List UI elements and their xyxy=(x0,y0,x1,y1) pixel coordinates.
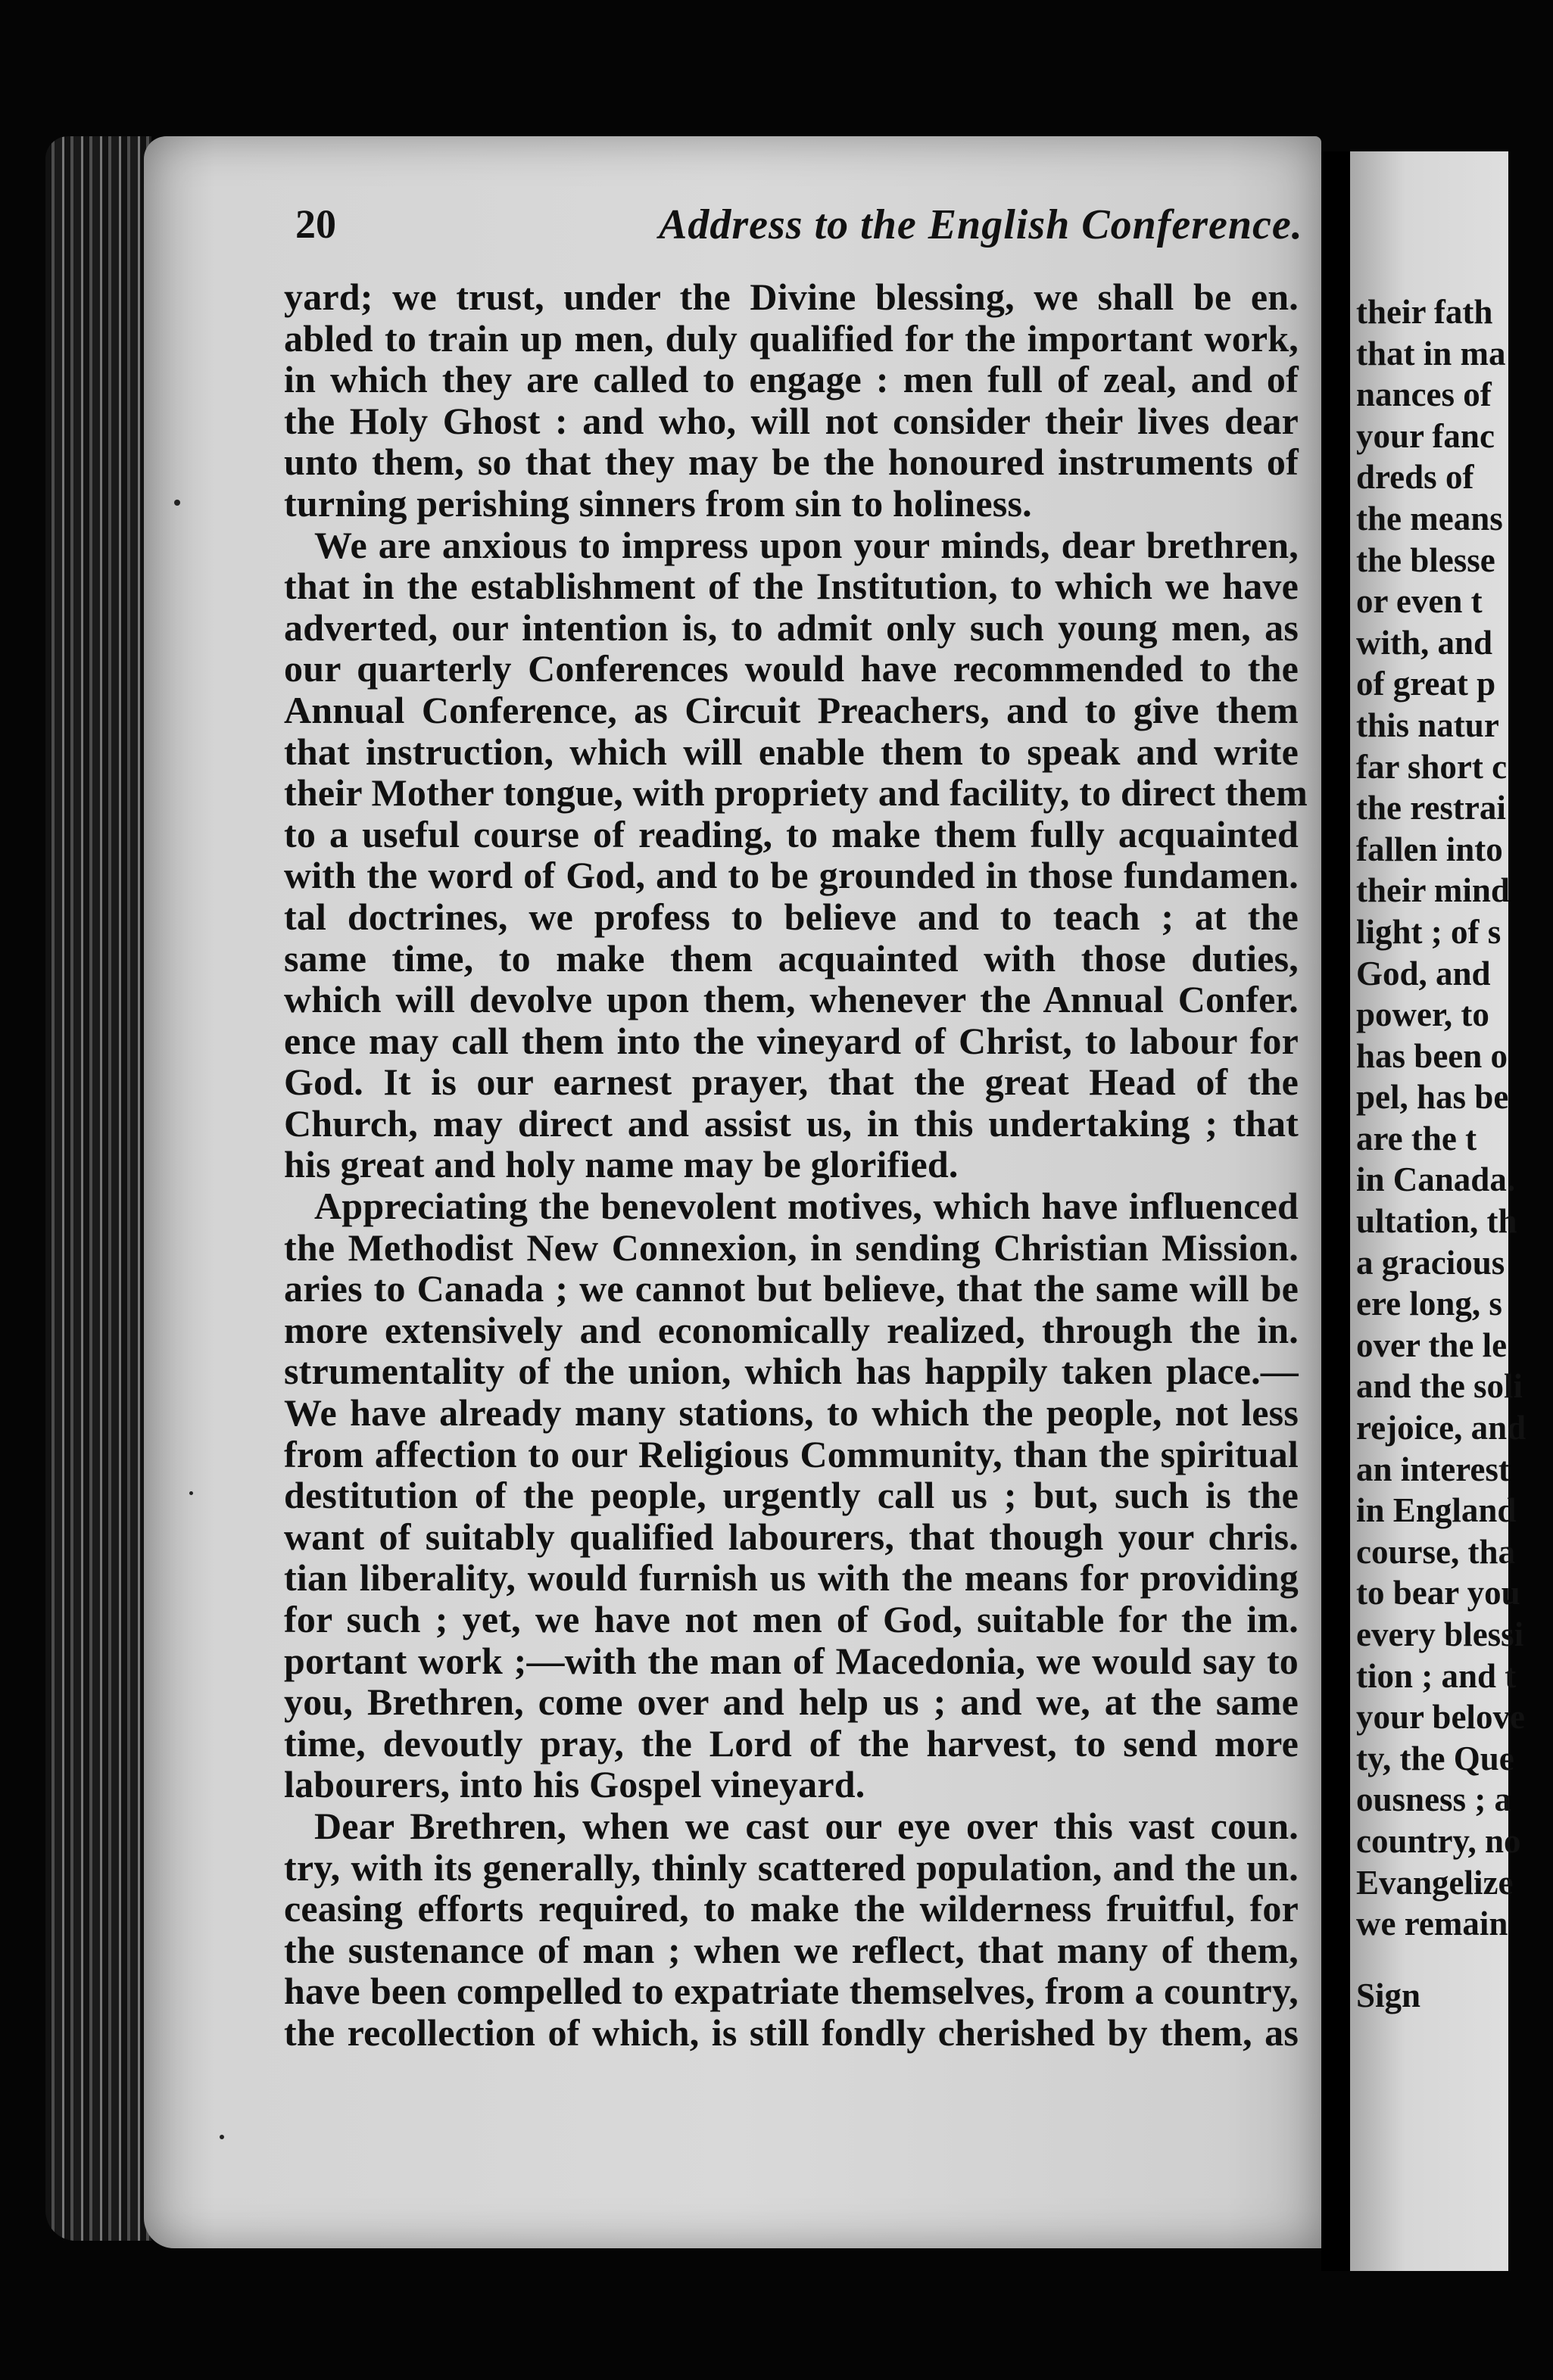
left-page xyxy=(144,136,1321,2248)
text-line: the recollection of which, is still fondly cherished by them, as xyxy=(284,2011,1299,2054)
text-line: the Methodist New Connexion, in sending Christian Mission. xyxy=(284,1226,1299,1269)
text-line: Evangelize xyxy=(1356,1863,1514,1902)
text-line: tal doctrines, we profess to believe and to teach ; at the xyxy=(284,895,1299,938)
ink-speck xyxy=(174,500,180,506)
left-page-text xyxy=(284,276,1308,2054)
page-edges-stack xyxy=(45,136,151,2241)
text-line: We are anxious to impress upon your minds, dear brethren, xyxy=(314,523,1299,566)
text-line: Annual Conference, as Circuit Preachers, and to give them xyxy=(284,688,1299,731)
text-line: of great p xyxy=(1356,665,1496,703)
text-line: tian liberality, would furnish us with the means for providing xyxy=(284,1556,1299,1600)
text-line: God. It is our earnest prayer, that the great Head of the xyxy=(284,1061,1299,1104)
text-line: try, with its generally, thinly scattered population, and the un. xyxy=(284,1846,1299,1889)
text-line: Sign xyxy=(1356,1976,1421,2014)
text-line: an interest xyxy=(1356,1450,1510,1488)
text-line: unto them, so that they may be the honoured instruments of xyxy=(284,441,1299,484)
text-line: fallen into xyxy=(1356,830,1503,868)
text-line: our quarterly Conferences would have recommended to the xyxy=(284,647,1299,690)
text-line: to bear you xyxy=(1356,1574,1520,1612)
text-line: the restrai xyxy=(1356,789,1506,827)
text-line: the Holy Ghost : and who, will not consider their lives dear xyxy=(284,399,1299,442)
text-line: labourers, into his Gospel vineyard. xyxy=(284,1763,865,1806)
text-line: that in ma xyxy=(1356,334,1506,372)
text-line: dreds of xyxy=(1356,458,1474,497)
text-line: time, devoutly pray, the Lord of the harvest, to send more xyxy=(284,1721,1299,1765)
text-line: his great and holy name may be glorified. xyxy=(284,1143,959,1186)
text-line: power, to xyxy=(1356,995,1489,1034)
text-line: God, and xyxy=(1356,954,1491,992)
text-line: ultation, th xyxy=(1356,1202,1517,1241)
text-line: more extensively and economically realized, through the in. xyxy=(284,1308,1299,1351)
text-line: over the le xyxy=(1356,1326,1508,1364)
text-line: tion ; and t xyxy=(1356,1656,1517,1695)
text-line: we remain xyxy=(1356,1905,1508,1943)
text-line: rejoice, and xyxy=(1356,1409,1526,1447)
text-line: the blesse xyxy=(1356,540,1495,579)
text-line: far short c xyxy=(1356,747,1508,786)
page-number: 20 xyxy=(295,201,336,247)
right-page-text xyxy=(1356,291,1553,2016)
text-line: Church, may direct and assist us, in this undertaking ; that xyxy=(284,1101,1299,1145)
text-line: that instruction, which will enable them to speak and write xyxy=(284,730,1299,773)
running-title: Address to the English Conference. xyxy=(659,201,1303,248)
text-line: in England xyxy=(1356,1491,1517,1530)
text-line: aries to Canada ; we cannot but believe, that the same will be xyxy=(284,1267,1299,1310)
text-line: are the t xyxy=(1356,1119,1477,1157)
text-line: destitution of the people, urgently call us ; but, such is the xyxy=(284,1474,1299,1517)
text-line: that in the establishment of the Institution, to which we have xyxy=(284,565,1299,608)
ink-speck xyxy=(220,2135,224,2139)
text-line: has been o xyxy=(1356,1036,1508,1075)
text-line: course, tha xyxy=(1356,1532,1515,1571)
text-line: We have already many stations, to which the people, not less xyxy=(284,1391,1299,1435)
text-line: the means xyxy=(1356,499,1503,537)
book-gutter xyxy=(1321,151,1350,2271)
text-line: which will devolve upon them, whenever the Annual Confer. xyxy=(284,978,1299,1021)
text-line: a gracious xyxy=(1356,1243,1505,1282)
text-line: the sustenance of man ; when we reflect, that many of them, xyxy=(284,1928,1299,1971)
text-line: with, and xyxy=(1356,623,1493,662)
text-line: have been compelled to expatriate themselves, from a country, xyxy=(284,1970,1299,2013)
text-line: same time, to make them acquainted with those duties, xyxy=(284,936,1299,980)
text-line: yard; we trust, under the Divine blessing, we shall be en. xyxy=(284,276,1299,318)
text-line: portant work ;—with the man of Macedonia, we would say to xyxy=(284,1639,1299,1682)
text-line: your belove xyxy=(1356,1698,1525,1737)
text-line: abled to train up men, duly qualified for the important work, xyxy=(284,316,1299,360)
text-line: pel, has be xyxy=(1356,1078,1509,1117)
text-line: in Canada. xyxy=(1356,1160,1516,1199)
text-line: from affection to our Religious Community, than the spiritual xyxy=(284,1432,1299,1475)
text-line: for such ; yet, we have not men of God, suitable for the im. xyxy=(284,1598,1299,1640)
text-line: ence may call them into the vineyard of Christ, to labour for xyxy=(284,1019,1299,1062)
text-line: Dear Brethren, when we cast our eye over this vast coun. xyxy=(314,1804,1299,1847)
text-line: turning perishing sinners from sin to holiness. xyxy=(284,481,1032,525)
text-line: ceasing efforts required, to make the wilderness fruitful, for xyxy=(284,1887,1299,1930)
text-line: ere long, s xyxy=(1356,1285,1502,1323)
text-line: their fath xyxy=(1356,293,1493,331)
text-line: their mind xyxy=(1356,871,1510,910)
text-line: want of suitably qualified labourers, that though your chris. xyxy=(284,1515,1299,1558)
text-line: nances of xyxy=(1356,375,1492,414)
text-line: their Mother tongue, with propriety and facility, to direct them xyxy=(284,771,1308,815)
text-line: Appreciating the benevolent motives, which have influenced xyxy=(314,1185,1299,1228)
text-line: and the soli xyxy=(1356,1367,1523,1406)
text-line: light ; of s xyxy=(1356,912,1502,951)
text-line: adverted, our intention is, to admit only such young men, as xyxy=(284,606,1299,649)
text-line: to a useful course of reading, to make them fully acquainted xyxy=(284,812,1299,855)
text-line: in which they are called to engage : men full of zeal, and of xyxy=(284,358,1299,401)
right-page xyxy=(1350,151,1526,2271)
ink-speck xyxy=(189,1491,193,1495)
text-line: or even t xyxy=(1356,582,1483,621)
text-line: with the word of God, and to be grounded in those fundamen. xyxy=(284,854,1299,897)
text-line: country, no xyxy=(1356,1821,1521,1860)
text-line: ty, the Que xyxy=(1356,1739,1514,1777)
text-line: ousness ; a xyxy=(1356,1780,1512,1819)
running-head xyxy=(295,201,1355,261)
text-line: your fanc xyxy=(1356,416,1495,455)
text-line: this natur xyxy=(1356,706,1499,744)
text-line: strumentality of the union, which has happily taken place.— xyxy=(284,1350,1299,1393)
text-line: every blessi xyxy=(1356,1615,1524,1653)
text-line: you, Brethren, come over and help us ; and we, at the same xyxy=(284,1681,1299,1724)
